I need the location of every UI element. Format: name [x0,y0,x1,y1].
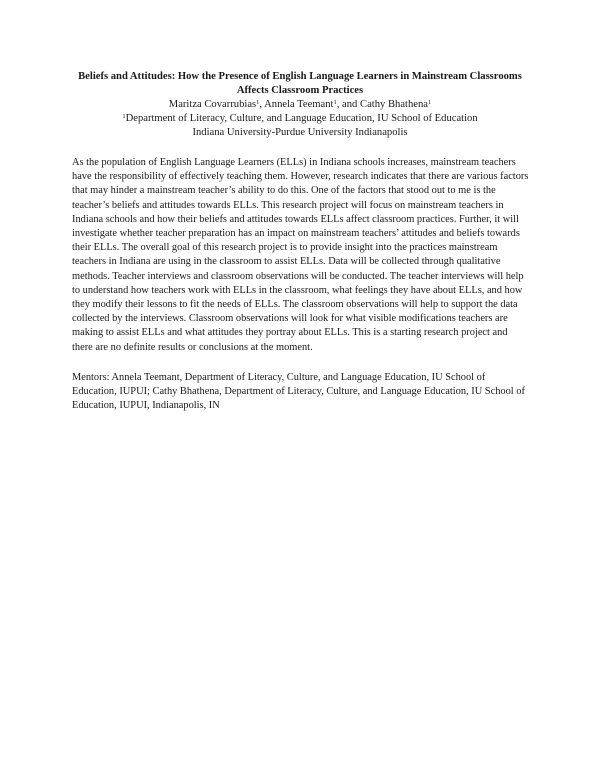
paper-title-line-1: Beliefs and Attitudes: How the Presence of English Language Learners in Mainstream Classrooms [78,71,522,82]
author-separator: , [259,99,265,110]
paper-title [60,70,540,98]
affiliation-marker: 1 [122,113,126,120]
author-2-affiliation-marker: 1 [333,99,337,106]
author-2: Annela Teemant [264,99,334,110]
affiliation [60,112,540,140]
mentors-paragraph: Mentors: Annela Teemant, Department of Literacy, Culture, and Language Education, IU School of Education, IUPUI; Cathy Bhathena, Department of Literacy, Culture, and Language Education, IU School of Education, IUPUI, Indianapolis, IN [72,372,525,412]
affiliation-line-1: Department of Literacy, Culture, and Language Education, IU School of Education [125,113,478,124]
title-block [60,70,540,140]
author-3: Cathy Bhathena [360,99,428,110]
author-separator-and: , and [336,99,360,110]
affiliation-line-2: Indiana University-Purdue University Indianapolis [192,127,408,138]
author-1-affiliation-marker: 1 [256,99,260,106]
author-3-affiliation-marker: 1 [427,99,432,106]
abstract-paragraph: As the population of English Language Learners (ELLs) in Indiana schools increases, mainstream teachers have the responsibility of effectively teaching them. However, research indicates that there are various factors that may hinder a mainstream teacher’s ability to do this. One of the factors that stood out to me is the teacher’s beliefs and attitudes towards ELLs. This research project will focus on mainstream teachers in Indiana schools and how their beliefs and attitudes towards ELLs affect classroom practices. Further, it will investigate whether teacher preparation has an impact on mainstream teachers’ attitudes and beliefs towards their ELLs. The overall goal of this research project is to provide insight into the practices mainstream teachers in Indiana are using in the classroom to assist ELLs. Data will be collected through qualitative methods. Teacher interviews and classroom observations will be conducted. The teacher interviews will help to understand how teachers work with ELLs in the classroom, what feelings they have about ELLs, and how they modify their lessons to fit the needs of ELLs. The classroom observations will help to support the data collected by the interviews. Classroom observations will look for what visible modifications teachers are making to assist ELLs and what attitudes they portray about ELLs. This is a starting research project and there are no definite results or conclusions at the moment. [72,157,529,353]
paper-title-line-2: Affects Classroom Practices [236,85,364,96]
author-list [60,98,540,112]
author-1: Maritza Covarrubias [168,99,257,110]
